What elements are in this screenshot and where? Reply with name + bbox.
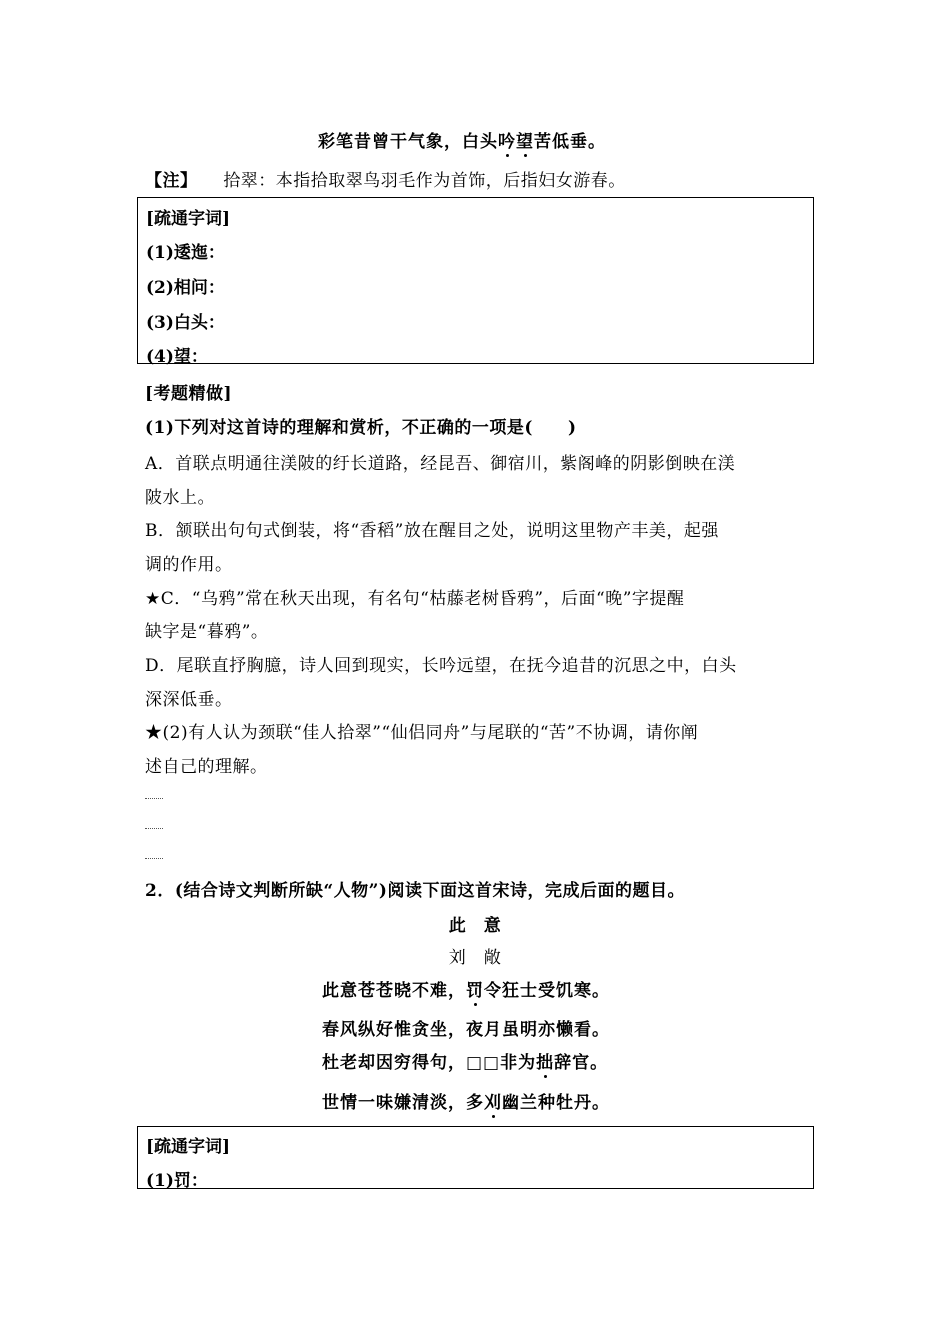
vocab-item-3: (3)白头： (146, 313, 225, 333)
option-a-line-1: A．首联点明通往渼陂的纡长道路，经昆吾、御宿川，紫阁峰的阴影倒映在渼 (145, 454, 736, 474)
vocab-item-4: (4)望： (146, 347, 208, 367)
note-line (145, 166, 626, 191)
exam-q1: (1)下列对这首诗的理解和赏析，不正确的一项是( ) (145, 418, 577, 438)
vocab-box-2 (137, 1126, 814, 1189)
poem2-line-3-after: 辞官。 (554, 1053, 609, 1073)
poem2-line-4 (322, 1088, 610, 1113)
poem2-line-4-after: 幽兰种牡丹。 (502, 1093, 610, 1113)
note-text: 拾翠：本指拾取翠鸟羽毛作为首饰，后指妇女游春。 (223, 171, 626, 191)
poem2-line-1 (322, 976, 610, 1001)
poem2-line-1-before: 此意苍苍晓不难， (322, 981, 466, 1001)
poem2-line-2 (322, 1015, 610, 1040)
poem2-line-2-text: 春风纵好惟贪坐，夜月虽明亦懒看。 (322, 1020, 610, 1040)
poem1-last-line (318, 127, 606, 152)
vocab-item-1: (1)逶迤： (146, 243, 225, 263)
poem2-title: 此 意 (448, 916, 502, 936)
option-a-line-2: 陂水上。 (145, 488, 215, 508)
poem1-line-after: 苦低垂。 (534, 132, 606, 152)
poem1-dot-char-1: 吟 (498, 127, 516, 152)
poem2-line-4-dot-char: 刈 (484, 1088, 502, 1113)
answer-line-3 (145, 858, 163, 859)
option-c-line-2: 缺字是“暮鸦”。 (145, 622, 269, 642)
poem2-line-3-dot-char: 拙 (536, 1048, 554, 1073)
answer-line-1 (145, 798, 163, 799)
vocab-box-2-header: [疏通字词] (146, 1137, 231, 1157)
option-c-line-1: ★C．“乌鸦”常在秋天出现，有名句“枯藤老树昏鸦”，后面“晚”字提醒 (145, 589, 685, 609)
poem2-line-4-before: 世情一味嫌清淡，多 (322, 1093, 484, 1113)
poem2-line-1-after: 令狂士受饥寒。 (484, 981, 610, 1001)
poem1-dot-char-2: 望 (516, 127, 534, 152)
poem2-line-1-dot-char: 罚 (466, 976, 484, 1001)
exam-header: [考题精做] (145, 384, 233, 404)
vocab-box-1-header: [疏通字词] (146, 209, 231, 229)
option-d-line-1: D．尾联直抒胸臆，诗人回到现实，长吟远望，在抚今追昔的沉思之中，白头 (145, 656, 737, 676)
vocab-item-2: (2)相问： (146, 278, 225, 298)
poem2-line-3 (322, 1048, 608, 1073)
option-b-line-2: 调的作用。 (145, 555, 233, 575)
option-b-line-1: B．颔联出句句式倒装，将“香稻”放在醒目之处，说明这里物产丰美，起强 (145, 521, 719, 541)
exam-q2-line-2: 述自己的理解。 (145, 757, 268, 777)
poem2-author: 刘 敞 (448, 948, 502, 968)
exam-q2-line-1: ★(2)有人认为颈联“佳人拾翠”“仙侣同舟”与尾联的“苦”不协调，请你阐 (145, 723, 699, 743)
answer-line-2 (145, 828, 163, 829)
note-label: 【注】 (145, 171, 198, 191)
vocab-box-2-item-1: (1)罚： (146, 1171, 208, 1191)
vocab-box-1 (137, 197, 814, 367)
poem2-line-3-before: 杜老却因穷得句，□□非为 (322, 1053, 537, 1073)
option-d-line-2: 深深低垂。 (145, 690, 233, 710)
section2-intro: 2．(结合诗文判断所缺“人物”)阅读下面这首宋诗，完成后面的题目。 (145, 881, 685, 901)
poem1-line-before: 彩笔昔曾干气象，白头 (318, 132, 498, 152)
